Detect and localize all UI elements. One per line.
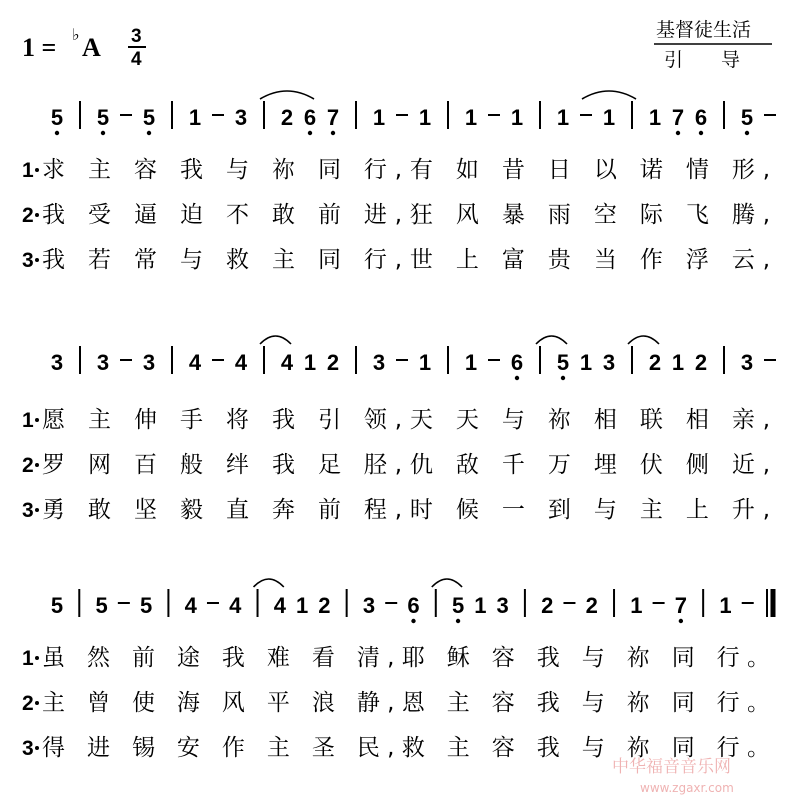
note: 1 <box>303 350 317 375</box>
note: 2 <box>326 350 340 375</box>
lyric-line: 主 曾 使 海 风 平 浪 静,恩 主 容 我 与 祢 同 行。 <box>42 690 770 716</box>
note: 6 <box>407 593 420 618</box>
note: 1 <box>418 350 432 375</box>
note: 2 <box>648 350 662 375</box>
lyric-line: 罗 网 百 般 绊 我 足 胫,仇 敌 千 万 埋 伏 侧 近, <box>42 452 771 478</box>
verse-dot <box>35 746 39 750</box>
note: 3 <box>96 350 110 375</box>
note: 5 <box>95 593 108 618</box>
note: 1 <box>671 350 685 375</box>
key-note: A <box>82 33 101 62</box>
slur <box>260 336 291 344</box>
verse-dot <box>35 463 39 467</box>
note: 5 <box>556 350 570 375</box>
verse-number: 1 <box>22 159 34 182</box>
note: 6 <box>303 105 317 130</box>
note: 1 <box>719 593 732 618</box>
note: 1 <box>602 105 616 130</box>
note: 1 <box>648 105 662 130</box>
note: 1 <box>188 105 202 130</box>
note: 3 <box>372 350 386 375</box>
verse-dot <box>35 258 39 262</box>
note: 3 <box>496 593 509 618</box>
verse-number: 3 <box>22 249 34 272</box>
verse-number: 1 <box>22 647 34 670</box>
note: 3 <box>740 350 754 375</box>
lyric-line: 我 受 逼 迫 不 敢 前 进,狂 风 暴 雨 空 际 飞 腾, <box>42 202 771 228</box>
low-octave-dot <box>699 131 703 135</box>
note: 7 <box>671 105 685 130</box>
lyric-line: 愿 主 伸 手 将 我 引 领,天 天 与 祢 相 联 相 亲, <box>42 407 771 433</box>
note: 5 <box>142 105 156 130</box>
low-octave-dot <box>456 619 460 623</box>
lyric-line: 求 主 容 我 与 祢 同 行,有 如 昔 日 以 诺 情 形, <box>42 157 771 183</box>
watermark <box>612 757 734 795</box>
source-title: 基督徒生活 <box>656 19 752 41</box>
note: 1 <box>418 105 432 130</box>
note: 2 <box>318 593 331 618</box>
note: 4 <box>273 593 286 618</box>
system-3 <box>22 579 773 761</box>
time-signature-top: 3 <box>131 26 142 47</box>
note: 7 <box>326 105 340 130</box>
watermark-title: 中华福音音乐网 <box>612 757 731 777</box>
note: 4 <box>184 593 197 618</box>
note: 1 <box>295 593 309 618</box>
slur <box>254 579 284 587</box>
note: 6 <box>510 350 524 375</box>
note: 5 <box>50 593 64 618</box>
source-subtitle: 引 导 <box>664 49 741 71</box>
verse-number: 3 <box>22 499 34 522</box>
note: 4 <box>229 593 242 618</box>
verse-dot <box>35 656 39 660</box>
note: 3 <box>602 350 616 375</box>
note: 5 <box>96 105 110 130</box>
key-signature <box>22 25 146 70</box>
low-octave-dot <box>308 131 312 135</box>
note: 5 <box>451 593 465 618</box>
verse-dot <box>35 701 39 705</box>
system-2 <box>22 336 776 523</box>
low-octave-dot <box>147 131 151 135</box>
low-octave-dot <box>515 376 519 380</box>
verse-number: 1 <box>22 409 34 432</box>
attribution <box>654 19 772 71</box>
note: 1 <box>630 593 643 618</box>
verse-number: 2 <box>22 204 34 227</box>
note: 3 <box>234 105 248 130</box>
note: 4 <box>188 350 202 375</box>
flat-sign: ♭ <box>72 25 80 44</box>
note: 2 <box>541 593 554 618</box>
verse-dot <box>35 508 39 512</box>
score-systems <box>22 91 776 761</box>
low-octave-dot <box>331 131 335 135</box>
note: 1 <box>510 105 524 130</box>
note: 5 <box>140 593 153 618</box>
lyric-line: 我 若 常 与 救 主 同 行,世 上 富 贵 当 作 浮 云, <box>42 247 771 273</box>
key-prefix: 1 = <box>22 33 57 62</box>
note: 2 <box>280 105 294 130</box>
note: 1 <box>474 593 487 618</box>
lyric-line: 勇 敢 坚 毅 直 奔 前 程,时 候 一 到 与 主 上 升, <box>42 497 771 523</box>
slur <box>582 91 636 99</box>
note: 1 <box>372 105 386 130</box>
slur <box>628 336 659 344</box>
note: 5 <box>740 105 754 130</box>
lyric-line: 虽 然 前 途 我 难 看 清,耶 稣 容 我 与 祢 同 行。 <box>42 645 770 671</box>
verse-number: 2 <box>22 692 34 715</box>
note: 3 <box>362 593 376 618</box>
low-octave-dot <box>411 619 415 623</box>
slur <box>432 579 462 587</box>
low-octave-dot <box>561 376 565 380</box>
system-1 <box>22 91 776 273</box>
low-octave-dot <box>676 131 680 135</box>
note: 6 <box>694 105 708 130</box>
note: 4 <box>234 350 248 375</box>
slur <box>260 91 314 99</box>
low-octave-dot <box>55 131 59 135</box>
note: 7 <box>674 593 687 618</box>
note: 1 <box>579 350 593 375</box>
verse-dot <box>35 213 39 217</box>
note: 5 <box>50 105 64 130</box>
note: 1 <box>556 105 570 130</box>
low-octave-dot <box>745 131 749 135</box>
note: 2 <box>585 593 598 618</box>
note: 3 <box>142 350 156 375</box>
time-signature-bottom: 4 <box>131 49 142 70</box>
verse-number: 2 <box>22 454 34 477</box>
note: 2 <box>694 350 708 375</box>
note: 1 <box>464 350 478 375</box>
verse-dot <box>35 418 39 422</box>
slur <box>536 336 567 344</box>
low-octave-dot <box>679 619 683 623</box>
note: 4 <box>280 350 294 375</box>
watermark-url: www.zgaxr.com <box>640 781 734 795</box>
low-octave-dot <box>101 131 105 135</box>
note: 1 <box>464 105 478 130</box>
lyric-line: 得 进 锡 安 作 主 圣 民,救 主 容 我 与 祢 同 行。 <box>42 735 770 761</box>
note: 3 <box>50 350 64 375</box>
verse-number: 3 <box>22 737 34 760</box>
verse-dot <box>35 168 39 172</box>
